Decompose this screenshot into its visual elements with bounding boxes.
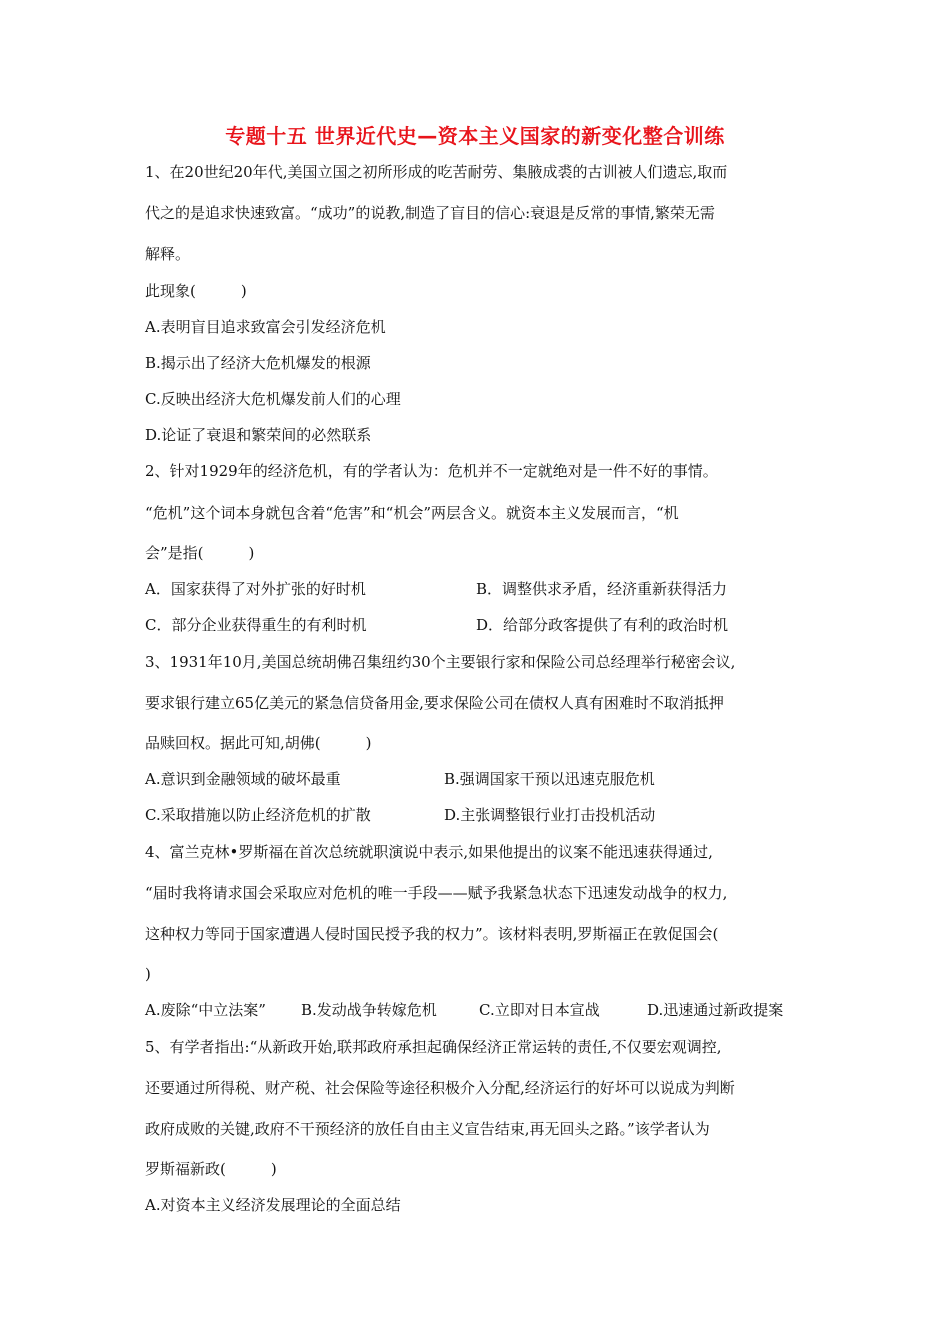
q1-prompt: 此现象( ) <box>145 282 247 300</box>
q4-stem-line-3: 这种权力等同于国家遭遇人侵时国民授予我的权力”。该材料表明,罗斯福正在敦促国会( <box>145 925 719 943</box>
q2-stem-line-2: “危机”这个词本身就包含着“危害”和“机会”两层含义。就资本主义发展而言，“机 <box>145 504 679 522</box>
q2-option-c: C．部分企业获得重生的有利时机 <box>145 616 367 634</box>
q3-stem-line-3: 品赎回权。据此可知,胡佛( ) <box>145 734 372 752</box>
q3-option-d: D.主张调整银行业打击投机活动 <box>444 806 656 824</box>
q5-stem-line-3: 政府成败的关键,政府不干预经济的放任自由主义宣告结束,再无回头之路。”该学者认为 <box>145 1120 710 1138</box>
q1-option-d: D.论证了衰退和繁荣间的必然联系 <box>145 426 372 444</box>
q4-option-c: C.立即对日本宣战 <box>479 1001 600 1019</box>
q2-stem-line-1: 2、针对1929年的经济危机，有的学者认为：危机并不一定就绝对是一件不好的事情。 <box>145 462 718 480</box>
q4-option-a: A.废除“中立法案” <box>145 1001 266 1019</box>
q1-option-c: C.反映出经济大危机爆发前人们的心理 <box>145 390 401 408</box>
q5-option-a: A.对资本主义经济发展理论的全面总结 <box>145 1196 401 1214</box>
q2-option-b: B．调整供求矛盾，经济重新获得活力 <box>476 580 728 598</box>
q4-option-d: D.迅速通过新政提案 <box>647 1001 784 1019</box>
q3-option-b: B.强调国家干预以迅速克服危机 <box>444 770 655 788</box>
q4-stem-line-4: ) <box>145 965 151 983</box>
page-title: 专题十五 世界近代史—资本主义国家的新变化整合训练 <box>225 124 725 148</box>
q3-stem-line-2: 要求银行建立65亿美元的紧急信贷备用金,要求保险公司在债权人真有困难时不取消抵押 <box>145 694 724 712</box>
q1-option-a: A.表明盲目追求致富会引发经济危机 <box>145 318 386 336</box>
q2-stem-line-3: 会”是指( ) <box>145 544 255 562</box>
q4-option-b: B.发动战争转嫁危机 <box>301 1001 437 1019</box>
q2-option-d: D．给部分政客提供了有利的政治时机 <box>476 616 729 634</box>
q5-stem-line-4: 罗斯福新政( ) <box>145 1160 277 1178</box>
q3-option-a: A.意识到金融领域的破坏最重 <box>145 770 341 788</box>
q4-stem-line-1: 4、富兰克林•罗斯福在首次总统就职演说中表示,如果他提出的议案不能迅速获得通过, <box>145 843 713 861</box>
q2-option-a: A．国家获得了对外扩张的好时机 <box>145 580 366 598</box>
q3-stem-line-1: 3、1931年10月,美国总统胡佛召集纽约30个主要银行家和保险公司总经理举行秘密会议, <box>145 653 736 671</box>
q5-stem-line-1: 5、有学者指出:“从新政开始,联邦政府承担起确保经济正常运转的责任,不仅要宏观调控, <box>145 1038 722 1056</box>
q1-option-b: B.揭示出了经济大危机爆发的根源 <box>145 354 371 372</box>
q3-option-c: C.采取措施以防止经济危机的扩散 <box>145 806 371 824</box>
q1-stem-line-3: 解释。 <box>145 245 191 263</box>
q4-stem-line-2: “届时我将请求国会采取应对危机的唯一手段——赋予我紧急状态下迅速发动战争的权力, <box>145 884 728 902</box>
q1-stem-line-1: 1、在20世纪20年代,美国立国之初所形成的吃苦耐劳、集腋成裘的古训被人们遗忘,取而 <box>145 163 728 181</box>
q1-stem-line-2: 代之的是追求快速致富。“成功”的说教,制造了盲目的信心:衰退是反常的事情,繁荣无需 <box>145 204 715 222</box>
q5-stem-line-2: 还要通过所得税、财产税、社会保险等途径积极介入分配,经济运行的好坏可以说成为判断 <box>145 1079 735 1097</box>
